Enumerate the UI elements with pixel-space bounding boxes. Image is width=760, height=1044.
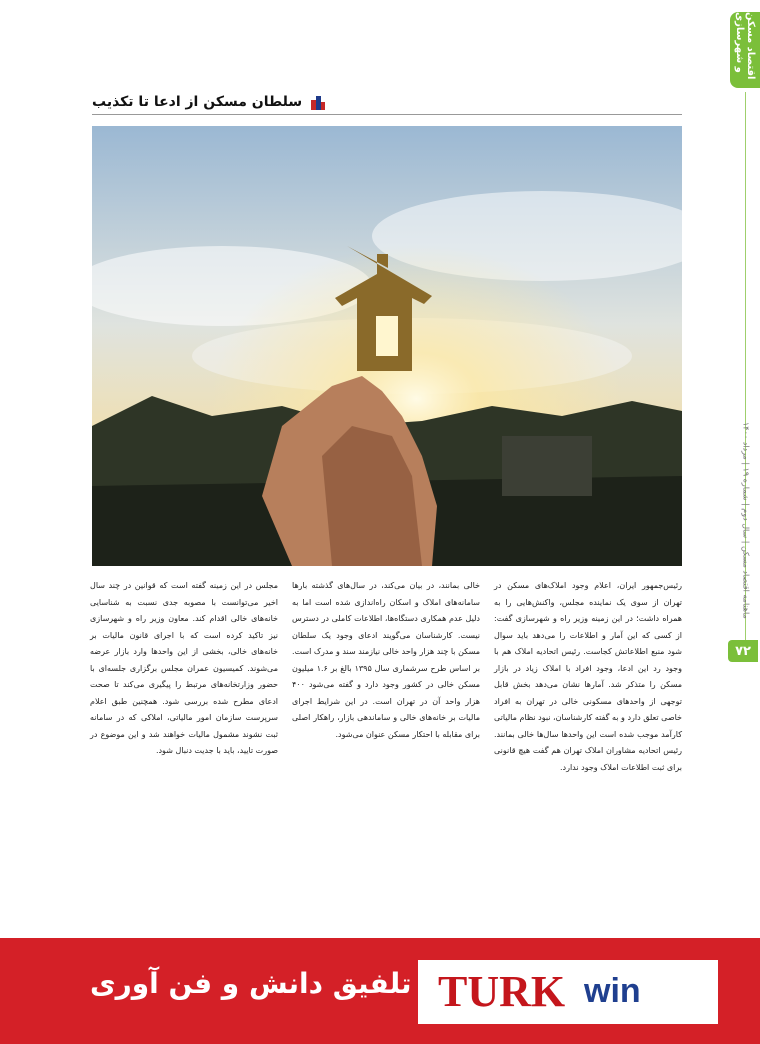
article-column-2: [292, 578, 480, 938]
section-tab-label: اقتصاد مسکن و شهرسازی: [734, 12, 756, 80]
ad-slogan: تلفیق دانش و فن آوری: [90, 967, 412, 1000]
turkwin-logo: [434, 958, 702, 1018]
article-title: سلطان مسکن از ادعا تا تکذیب: [92, 94, 303, 110]
buildings-icon: [310, 94, 326, 110]
brand-secondary: win: [584, 972, 641, 1010]
brand-primary: TURK: [438, 967, 566, 1016]
issue-info-text: ماهنامه اقتصاد مسکن | سال دوم | شماره ۱۹ | مرداد ۱۴۰۰: [741, 421, 751, 619]
hand-holding-house-image: [92, 126, 682, 566]
column-2-text: خالی بمانند، در بیان می‌کند، در سال‌های گذشته بارها سامانه‌های املاک و اسکان راه‌اندازی شده است اما به دلیل عدم همکاری دستگاه‌ها، اطلاعات کاملی در دسترس نیست. کارشناسان می‌گویند ادعای وجود یک سلطان مسکن با چند هزار واحد خالی نیازمند سند و مدرک است. بر اساس طرح سرشماری سال ۱۳۹۵ بالغ بر ۱.۶ میلیون مسکن خالی در کشور وجود دارد و گفته می‌شود ۴۰۰ هزار واحد آن در تهران است. در این شرایط اجرای مالیات بر خانه‌های خالی و ساماندهی بازار، راهکار اصلی برای مقابله با احتکار مسکن عنوان می‌شود.: [292, 581, 481, 739]
column-1-text: رئیس‌جمهور ایران، اعلام وجود املاک‌های مسکن در تهران از سوی یک نماینده مجلس، واکنش‌هایی را به همراه داشت؛ در این زمینه وزیر راه و شهرسازی گفت: از کسی که این آمار و اطلاعات را می‌دهد باید سوال شود منبع اطلاعاتش کجاست. رئیس اتحادیه املاک هم با وجود رد این ادعا، وجود افراد با املاک زیاد در بازار مسکن را متذکر شد. آمارها نشان می‌دهد بخش قابل توجهی از واحدهای مسکونی خالی در تهران به افراد خاصی تعلق دارد و به گفته کارشناسان، نبود نظام مالیاتی کارآمد موجب شده است این واحدها سال‌ها خالی بمانند. رئیس اتحادیه مشاوران املاک تهران هم گفت هیچ قانونی برای ثبت اطلاعات املاک وجود ندارد.: [494, 581, 682, 772]
article-photo: [92, 126, 682, 566]
article-column-3: [90, 578, 278, 938]
article-column-1: [494, 578, 682, 938]
article-body: [90, 578, 682, 938]
section-tab: [730, 12, 760, 88]
issue-info: [736, 421, 756, 619]
column-3-text: مجلس در این زمینه گفته است که قوانین در چند سال اخیر می‌توانست با مصوبه جدی نسبت به شناسایی خانه‌های خالی اقدام کند. معاون وزیر راه و شهرسازی نیز تاکید کرده است که با اجرای قانون مالیات بر خانه‌های خالی، بخشی از این واحدها وارد بازار عرضه می‌شوند. کمیسیون عمران مجلس برگزاری جلسه‌ای با حضور وزارتخانه‌های مرتبط را پیگیری می‌کند تا صحت ادعای مطرح شده بررسی شود. همچنین طبق اعلام سرپرست سازمان امور مالیاتی، املاکی که در سامانه ثبت نشوند مشمول مالیات خواهند شد و این موضوع در صورت تایید، باید با جدیت دنبال شود.: [90, 581, 278, 755]
article-header: [92, 90, 682, 115]
page-number: ۷۲: [728, 640, 758, 662]
